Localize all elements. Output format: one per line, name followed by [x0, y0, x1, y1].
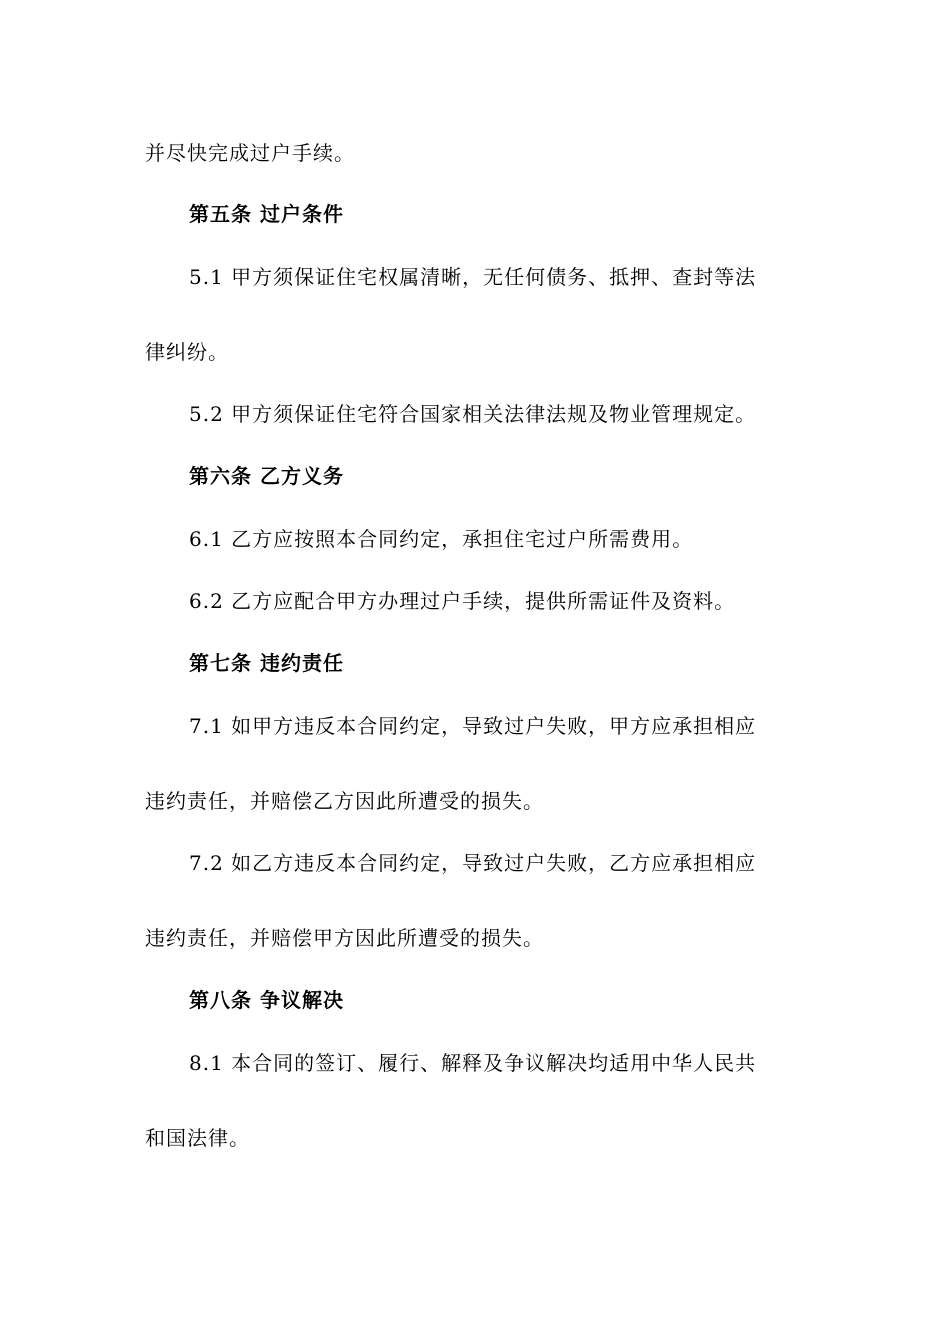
clause-line: 7.1 如甲方违反本合同约定，导致过户失败，甲方应承担相应	[189, 714, 757, 738]
clause-line: 6.2 乙方应配合甲方办理过户手续，提供所需证件及资料。	[189, 589, 736, 613]
clause-line: 7.2 如乙方违反本合同约定，导致过户失败，乙方应承担相应	[189, 851, 757, 875]
clause-line: 5.1 甲方须保证住宅权属清晰，无任何债务、抵押、查封等法	[189, 265, 757, 289]
article-heading: 第五条 过户条件	[189, 202, 344, 226]
clause-continuation: 违约责任，并赔偿乙方因此所遭受的损失。	[145, 789, 544, 813]
clause-line: 5.2 甲方须保证住宅符合国家相关法律法规及物业管理规定。	[189, 402, 757, 426]
article-heading: 第六条 乙方义务	[189, 464, 344, 488]
paragraph-continuation: 并尽快完成过户手续。	[145, 141, 355, 165]
article-heading: 第七条 违约责任	[189, 651, 344, 675]
article-heading: 第八条 争议解决	[189, 988, 344, 1012]
clause-continuation: 律纠纷。	[145, 340, 229, 364]
clause-line: 6.1 乙方应按照本合同约定，承担住宅过户所需费用。	[189, 527, 694, 551]
clause-line: 8.1 本合同的签订、履行、解释及争议解决均适用中华人民共	[189, 1051, 757, 1075]
clause-continuation: 违约责任，并赔偿甲方因此所遭受的损失。	[145, 926, 544, 950]
clause-continuation: 和国法律。	[145, 1126, 250, 1150]
